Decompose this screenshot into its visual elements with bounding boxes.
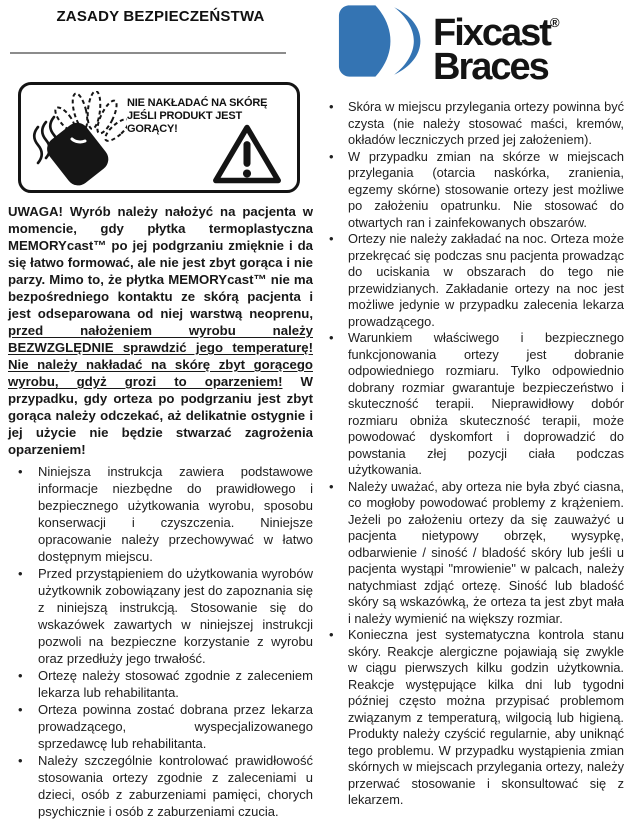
- list-item: [324, 330, 624, 479]
- list-item-text: W przypadku zmian na skórze w miejscach przylegania (otarcia naskórka, zranienia, egzemy skórne) stosowanie ortezy jest możliwe po założeniu opatrunku. Nie stosować do otwartych ran i zainfekowanych obszarów.: [348, 148, 624, 230]
- bullet-marker: •: [329, 627, 334, 642]
- list-item: [324, 99, 624, 149]
- logo-wordmark: [433, 4, 560, 88]
- logo-line-2: Braces: [433, 46, 548, 88]
- list-item-text: Należy uważać, aby orteza nie była zbyć ciasna, co mogłoby powodować problemy z krążeniem. Jeżeli po założeniu ortezy da się zauważyć u pacjenta nietypowy obrzęk, wysypkę, odbarwienie / siność / bladość skóry lub jeśli u pacjenta wystąpi "mrowienie" w palcach, należy natychmiast zdjąć ortezę. Siność lub bladość skóry są wskazówką, że orteza ta jest zbyt mała i należy wymienić na większy rozmiar.: [348, 478, 624, 626]
- bullet-marker: •: [18, 464, 23, 479]
- right-bullet-list: [324, 99, 624, 809]
- list-item: [324, 479, 624, 628]
- bullet-marker: •: [329, 231, 334, 246]
- bullet-marker: •: [329, 99, 334, 114]
- brand-logo: [338, 4, 624, 88]
- bullet-marker: •: [329, 330, 334, 345]
- list-item-text: Orteza powinna zostać dobrana przez lekarza prowadzącego, wyspecjalizowanego sprzedawcę lub rehabilitanta.: [38, 702, 313, 751]
- list-item: [8, 463, 313, 565]
- registered-mark: ®: [549, 15, 560, 30]
- uwaga-paragraph: [8, 203, 313, 458]
- list-item: [324, 627, 624, 809]
- uwaga-text-underlined: przed nałożeniem wyrobu należy BEZWZGLĘDNIE sprawdzić jego temperaturę! Nie należy nakładać na skórę zbyt gorącego wyrobu, gdyż grozi to oparzeniem!: [8, 323, 313, 389]
- fixcast-logo-icon: [338, 4, 426, 78]
- list-item: [8, 667, 313, 701]
- page-title: ZASADY BEZPIECZEŃSTWA: [56, 8, 265, 25]
- list-item: [8, 752, 313, 820]
- list-item-text: Niniejsza instrukcja zawiera podstawowe informacje niezbędne do prawidłowego i bezpiecznego użytkowania wyrobu, sposobu konserwacji i czyszczenia. Niniejsze opracowanie należy przechowywać w łatwo dostępnym miejscu.: [38, 464, 313, 564]
- list-item-text: Warunkiem właściwego i bezpiecznego funkcjonowania ortezy jest dobranie odpowiedniego rozmiaru. Tylko odpowiednio dobrany rozmiar gwarantuje bezpieczeństwo i skuteczność terapii. Nieprawidłowy dobór rozmiaru obniża skuteczność terapii, może powodować dyskomfort i doprowadzić do powstania złej pozycji ciała podczas użytkowania.: [348, 330, 624, 477]
- bullet-marker: •: [18, 753, 23, 768]
- logo-word-fixcast: Fixcast: [433, 12, 550, 54]
- warning-triangle-icon: [211, 122, 283, 186]
- list-item: [324, 149, 624, 232]
- warning-text: NIE NAKŁADAĆ NA SKÓRĘ JEŚLI PRODUKT JEST GORĄCY!: [127, 97, 268, 135]
- uwaga-text-start: UWAGA! Wyrób należy nałożyć na pacjenta w momencie, gdy płytka termoplastyczna MEMORYcast™ po jej podgrzaniu zmięknie i da się łatwo formować, ale nie jest zbyt gorąca i nie parzy. Mimo to, że płytka MEMORYcast™ nie ma bezpośredniego kontaktu ze skórą pacjenta i jest odseparowana od niej warstwą neoprenu,: [8, 204, 313, 321]
- list-item: [8, 565, 313, 667]
- list-item-text: Ortezę należy stosować zgodnie z zaleceniem lekarza lub rehabilitanta.: [38, 668, 313, 700]
- list-item: [8, 701, 313, 752]
- list-item-text: Przed przystąpieniem do użytkowania wyrobów użytkownik zobowiązany jest do zapoznania się z niniejszą instrukcją. Stosowanie się do wskazówek zawartych w niniejszej instrukcji pozwoli na bezpieczne korzystanie z wyrobu oraz przedłuży jego trwałość.: [38, 566, 313, 666]
- bullet-marker: •: [18, 566, 23, 581]
- right-column: [324, 2, 624, 809]
- list-item-text: Należy szczególnie kontrolować prawidłowość stosowania ortezy zgodnie z zaleceniami u dzieci, osób z zaburzeniami pamięci, chorych psychicznie i osób z zaburzeniami czucia.: [38, 753, 313, 819]
- list-item-text: Skóra w miejscu przylegania ortezy powinna być czysta (nie należy stosować maści, kremów, okładów leczniczych przed jej założeniem).: [348, 99, 624, 147]
- bullet-marker: •: [329, 148, 334, 164]
- uwaga-text-end: W przypadku, gdy orteza po podgrzaniu jest zbyt gorąca należy odczekać, aż delikatnie ostygnie i jej użycie nie będzie stwarzać zagrożenia oparzeniem!: [8, 374, 313, 457]
- divider: [10, 52, 286, 54]
- list-item-text: Konieczna jest systematyczna kontrola stanu skóry. Reakcje alergiczne pojawiają się zwykle w ciągu pierwszych kilku godzin użytkownia. Reakcje występujące kilka dni lub tygodni później często można przypisać problemom związanym z temperaturą, wilgocią lub higieną. Produkty należy czyścić regularnie, aby uniknąć tego problemu. W przypadku wystąpienia zmian skórnych w miejscach przylegania ortezy, należy przerwać stosowanie i skonsultować się z lekarzem.: [348, 627, 624, 807]
- bullet-marker: •: [18, 668, 23, 683]
- left-bullet-list: [8, 463, 313, 820]
- list-item: [324, 231, 624, 330]
- left-column: [8, 6, 313, 820]
- warning-box-right: [127, 91, 291, 186]
- hot-product-hand-icon: [25, 91, 127, 186]
- bullet-marker: •: [18, 702, 23, 717]
- bullet-marker: •: [329, 478, 334, 494]
- list-item-text: Ortezy nie należy zakładać na noc. Orteza może przekręcać się podczas snu pacjenta prowadząc do uciskania w obszarach do tego nie przewidzianych. Zakładanie ortezy na noc jest możliwe jedynie w przypadku zalecenia lekarza prowadzącego.: [348, 231, 624, 329]
- warning-box: [18, 82, 300, 193]
- logo-line-1: [433, 6, 560, 54]
